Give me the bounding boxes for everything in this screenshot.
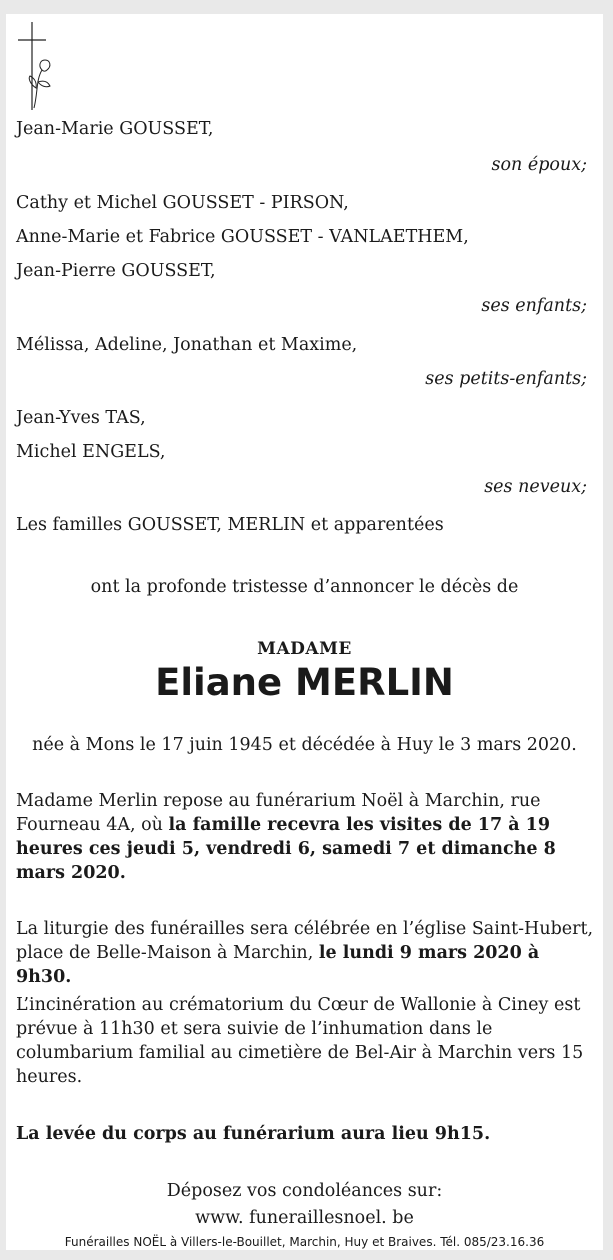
visits-bold: la famille recevra les visites de 17 à 19 heures ces jeudi 5, vendredi 6, samedi 7 et dimanche 8 mars 2020. <box>16 815 556 883</box>
grandchildren-names: Mélissa, Adeline, Jonathan et Maxime, <box>16 335 358 355</box>
nephews-role: ses neveux; <box>484 477 587 497</box>
deceased-name: Eliane MERLIN <box>155 661 454 704</box>
liturgy-paragraph <box>16 917 596 989</box>
nephew-1: Jean-Yves TAS, <box>16 408 146 428</box>
spouse-role: son époux; <box>491 155 587 175</box>
condolences-link[interactable]: www. funeraillesnoel. be <box>195 1208 414 1228</box>
cremation-paragraph: L’incinération au crématorium du Cœur de Wallonie à Ciney est prévue à 11h30 et sera suivie de l’inhumation dans le columbarium familial au cimetière de Bel-Air à Marchin vers 15 heures. <box>16 995 584 1087</box>
grandchildren-role: ses petits-enfants; <box>425 369 587 389</box>
nephew-2: Michel ENGELS, <box>16 442 166 462</box>
levee-line: La levée du corps au funérarium aura lieu 9h15. <box>16 1124 491 1144</box>
condolences-label: Déposez vos condoléances sur: <box>166 1181 443 1201</box>
liturgy-text: La liturgie des funérailles sera célébrée en l’église Saint-Hubert, place de Belle-Maison à Marchin, <box>16 919 594 963</box>
footer-text: Funérailles NOËL à Villers-le-Bouillet, Marchin, Huy et Braives. Tél. 085/23.16.36 <box>64 1235 545 1249</box>
child-3: Jean-Pierre GOUSSET, <box>16 261 216 281</box>
visits-paragraph <box>16 789 596 885</box>
liturgy-bold: le lundi 9 mars 2020 à 9h30. <box>16 943 540 987</box>
children-role: ses enfants; <box>481 296 587 316</box>
cross-with-rose-icon <box>16 22 56 112</box>
families-line: Les familles GOUSSET, MERLIN et apparentées <box>16 515 444 535</box>
spouse-name: Jean-Marie GOUSSET, <box>16 119 214 139</box>
birth-death-dates: née à Mons le 17 juin 1945 et décédée à Huy le 3 mars 2020. <box>32 735 577 755</box>
deceased-title: MADAME <box>257 639 352 659</box>
announcement: ont la profonde tristesse d’annoncer le décès de <box>90 577 519 597</box>
visits-text: Madame Merlin repose au funérarium Noël à Marchin, rue Fourneau 4A, où <box>16 791 541 835</box>
child-2: Anne-Marie et Fabrice GOUSSET - VANLAETHEM, <box>16 227 469 247</box>
obituary-card <box>6 14 603 1250</box>
child-1: Cathy et Michel GOUSSET - PIRSON, <box>16 193 349 213</box>
